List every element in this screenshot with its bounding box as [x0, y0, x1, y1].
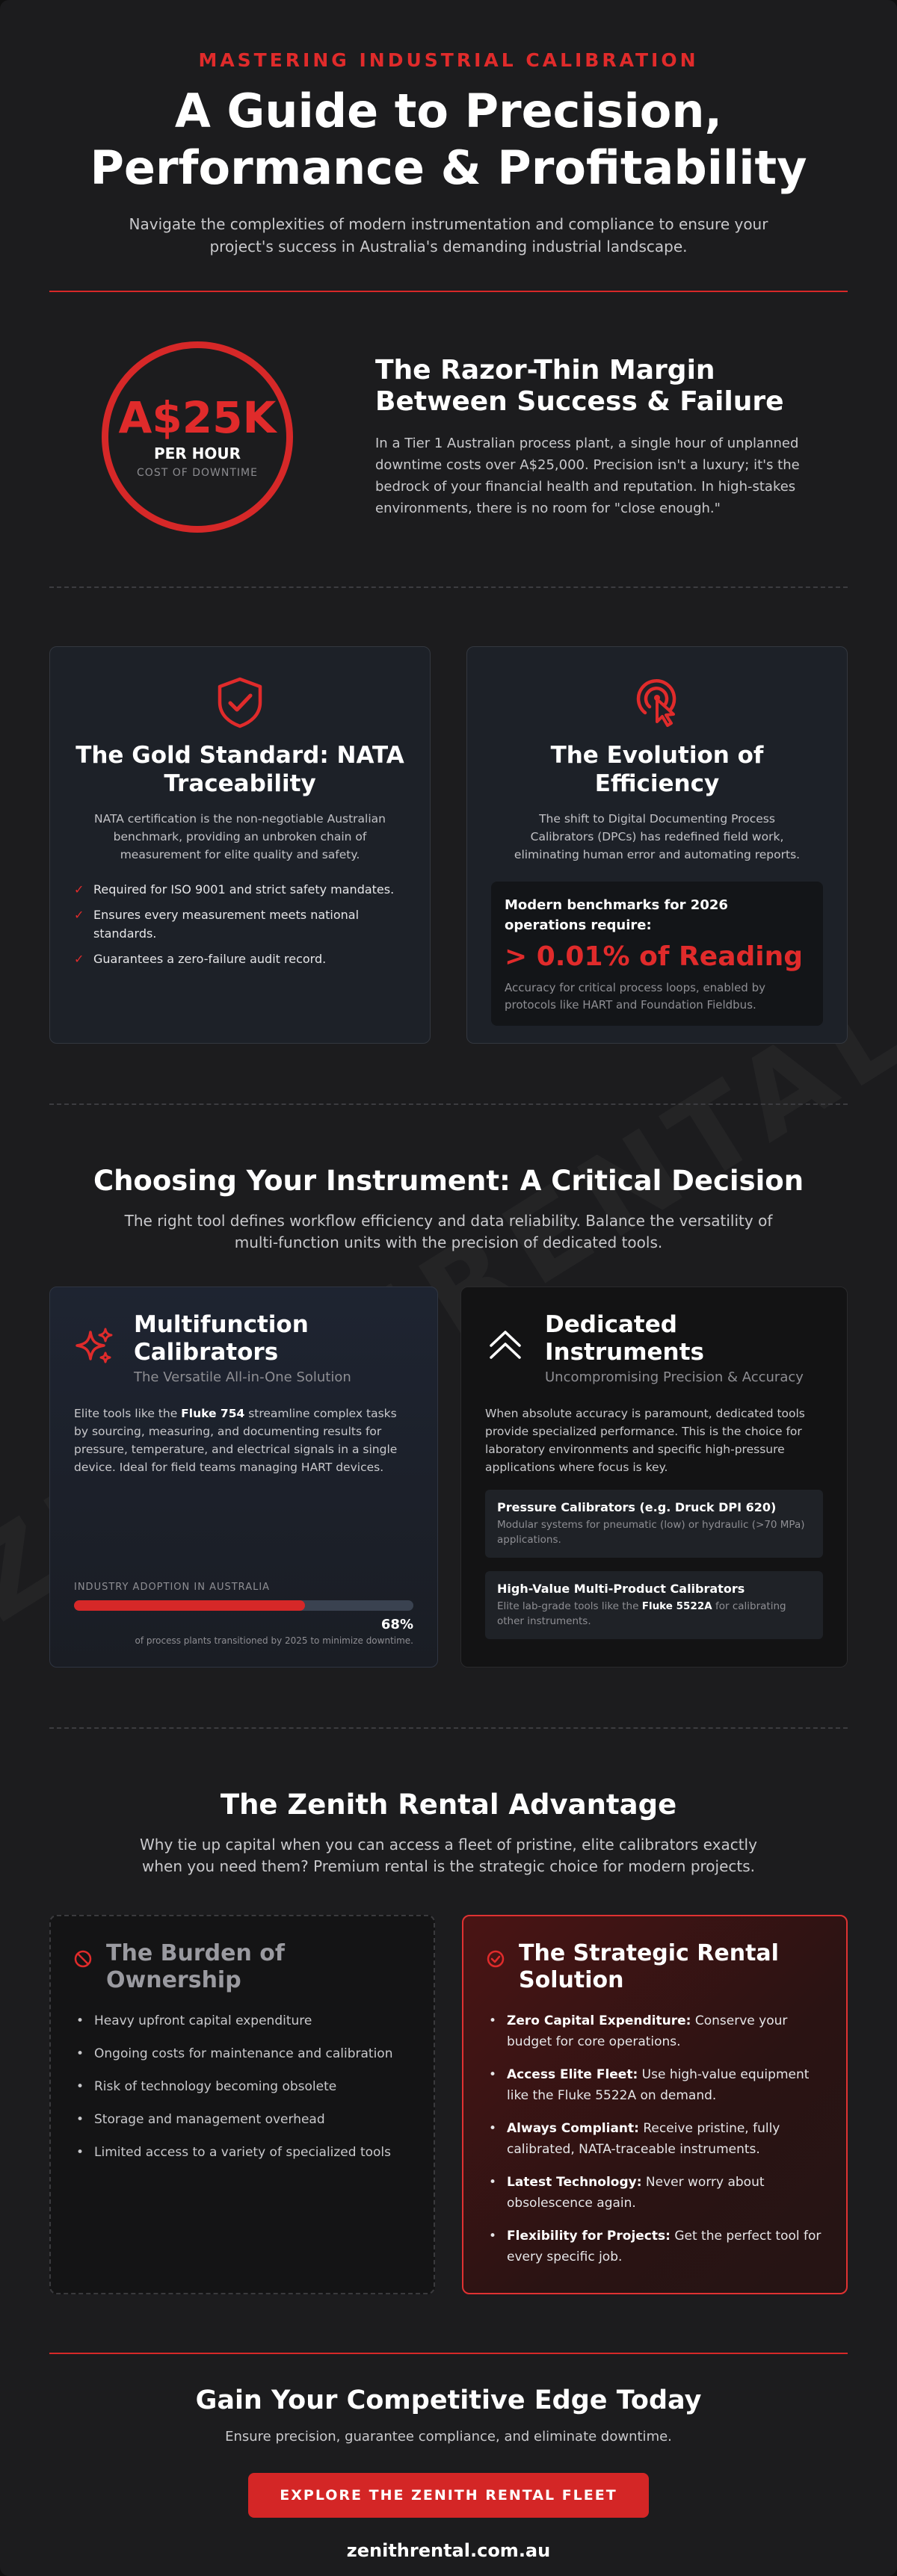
downtime-body: In a Tier 1 Australian process plant, a single hour of unplanned downtime costs over A$25,000. Precision isn't a luxury; it's the bedrock of your financial health and reputation. In high-stakes environments, there is no room for "close enough." — [375, 436, 800, 516]
option-pressure — [485, 1490, 823, 1558]
check-icon: ✓ — [74, 882, 84, 897]
option-text: Modular systems for pneumatic (low) or hydraulic (>70 MPa) applications. — [497, 1519, 805, 1546]
adoption-meter — [74, 1582, 413, 1646]
ownership-title: The Burden of Ownership — [106, 1940, 285, 1993]
multifunction-body: Elite tools like the Fluke 754 streamline complex tasks by sourcing, measuring, and documenting results for pressure, temperature, and electrical signals in a single device. Ideal for field teams managing HART devices. — [74, 1407, 398, 1474]
dedicated-title: Dedicated Instruments — [545, 1311, 704, 1366]
adoption-label: INDUSTRY ADOPTION IN AUSTRALIA — [74, 1582, 271, 1593]
rental-section — [49, 1729, 848, 2294]
ownership-card — [49, 1915, 435, 2294]
adoption-bar-fill — [74, 1600, 305, 1611]
multifunction-card — [49, 1287, 438, 1668]
downtime-heading: The Razor-Thin Margin Between Success & Failure — [375, 355, 784, 417]
website-link[interactable]: zenithrental.com.au — [346, 2540, 551, 2561]
choose-title: Choosing Your Instrument: A Critical Decision — [93, 1165, 804, 1197]
title-line-2: Performance & Profitability — [90, 140, 807, 195]
instrument-options — [49, 1287, 848, 1727]
cta-title: Gain Your Competitive Edge Today — [195, 2385, 702, 2415]
nata-card — [49, 646, 431, 1044]
cta-section — [49, 2385, 848, 2561]
dedicated-body: When absolute accuracy is paramount, dedicated tools provide specialized performance. This is the choice for laboratory environments and specific high-pressure applications where focus is key. — [485, 1407, 805, 1474]
list-item: • Latest Technology: Never worry about obsolescence again. — [486, 2172, 824, 2214]
intro-text: Navigate the complexities of modern instrumentation and compliance to ensure your project's success in Australia's demanding industrial landscape. — [129, 215, 768, 256]
check-circle-icon — [486, 1949, 505, 1969]
solution-title: The Strategic Rental Solution — [519, 1940, 779, 1993]
list-item: • Flexibility for Projects: Get the perfect tool for every specific job. — [486, 2226, 824, 2267]
downtime-text — [375, 355, 848, 519]
rental-title: The Zenith Rental Advantage — [220, 1789, 677, 1821]
option-title: Pressure Calibrators (e.g. Druck DPI 620) — [497, 1500, 777, 1514]
list-item: • Access Elite Fleet: Use high-value equipment like the Fluke 5522A on demand. — [486, 2064, 824, 2106]
check-icon: ✓ — [74, 952, 84, 966]
target-pointer-icon — [491, 674, 823, 731]
divider — [49, 2353, 848, 2354]
multifunction-subtitle: The Versatile All-in-One Solution — [134, 1369, 351, 1385]
prohibited-icon — [73, 1949, 93, 1969]
rental-intro: Why tie up capital when you can access a fleet of pristine, elite calibrators exactly when you need them? Premium rental is the strategic choice for modern projects. — [140, 1836, 757, 1875]
benchmark-label: Modern benchmarks for 2026 operations require: — [505, 897, 728, 933]
choose-section — [49, 1105, 848, 1727]
downtime-ring — [102, 341, 293, 533]
adoption-bar — [74, 1600, 413, 1611]
list-item: • Ongoing costs for maintenance and calibration — [73, 2043, 411, 2064]
chevrons-up-icon — [485, 1326, 525, 1366]
shield-check-icon — [74, 674, 406, 731]
cta-text: Ensure precision, guarantee compliance, and eliminate downtime. — [225, 2429, 672, 2445]
option-text: Elite lab-grade tools like the Fluke 5522A for calibrating other instruments. — [497, 1600, 786, 1627]
dedicated-card — [460, 1287, 848, 1668]
option-title: High-Value Multi-Product Calibrators — [497, 1582, 745, 1596]
choose-intro: The right tool defines workflow efficiency and data reliability. Balance the versatility of multi-function units with the precision of dedicated tools. — [124, 1212, 773, 1251]
title-line-1: A Guide to Precision, — [174, 84, 723, 138]
downtime-unit: PER HOUR — [153, 445, 241, 462]
evolution-title: The Evolution of Efficiency — [550, 742, 764, 797]
standards-section — [49, 588, 848, 1103]
evolution-text: The shift to Digital Documenting Process Calibrators (DPCs) has redefined field work, eliminating human error and automating reports. — [514, 812, 801, 861]
comparison — [49, 1915, 848, 2294]
downtime-caption: COST OF DOWNTIME — [137, 467, 258, 479]
explore-fleet-button[interactable]: EXPLORE THE ZENITH RENTAL FLEET — [248, 2473, 649, 2518]
nata-list — [74, 880, 406, 968]
list-item: • Zero Capital Expenditure: Conserve your budget for core operations. — [486, 2010, 824, 2052]
list-item: ✓ Required for ISO 9001 and strict safety mandates. — [74, 880, 406, 899]
multifunction-title: Multifunction Calibrators — [134, 1311, 309, 1366]
check-icon: ✓ — [74, 908, 84, 922]
downtime-value: A$25K — [118, 392, 277, 443]
list-item: • Risk of technology becoming obsolete — [73, 2076, 411, 2097]
rental-solution-card — [462, 1915, 848, 2294]
evolution-card — [466, 646, 848, 1044]
nata-text: NATA certification is the non-negotiable Australian benchmark, providing an unbroken chain of measurement for elite quality and safety. — [94, 812, 386, 861]
benchmark-note: Accuracy for critical process loops, enabled by protocols like HART and Foundation Fieldbus. — [505, 981, 765, 1012]
list-item: ✓ Guarantees a zero-failure audit record. — [74, 950, 406, 968]
list-item: • Heavy upfront capital expenditure — [73, 2010, 411, 2031]
benchmark-box — [491, 882, 823, 1026]
dedicated-subtitle: Uncompromising Precision & Accuracy — [545, 1369, 804, 1385]
list-item: • Limited access to a variety of specialized tools — [73, 2142, 411, 2163]
solution-list — [486, 2010, 824, 2267]
ownership-list — [73, 2010, 411, 2163]
option-multiproduct — [485, 1571, 823, 1639]
adoption-percent: 68% — [380, 1617, 413, 1632]
adoption-note: of process plants transitioned by 2025 to minimize downtime. — [135, 1635, 413, 1646]
list-item: ✓ Ensures every measurement meets national standards. — [74, 905, 406, 943]
list-item: • Always Compliant: Receive pristine, fully calibrated, NATA-traceable instruments. — [486, 2118, 824, 2160]
page-title — [49, 83, 848, 196]
list-item: • Storage and management overhead — [73, 2109, 411, 2130]
benchmark-value: > 0.01% of Reading — [505, 941, 803, 972]
downtime-section — [49, 292, 848, 586]
sparkles-icon — [74, 1326, 114, 1366]
eyebrow: MASTERING INDUSTRIAL CALIBRATION — [198, 49, 699, 71]
nata-title: The Gold Standard: NATA Traceability — [75, 742, 404, 797]
